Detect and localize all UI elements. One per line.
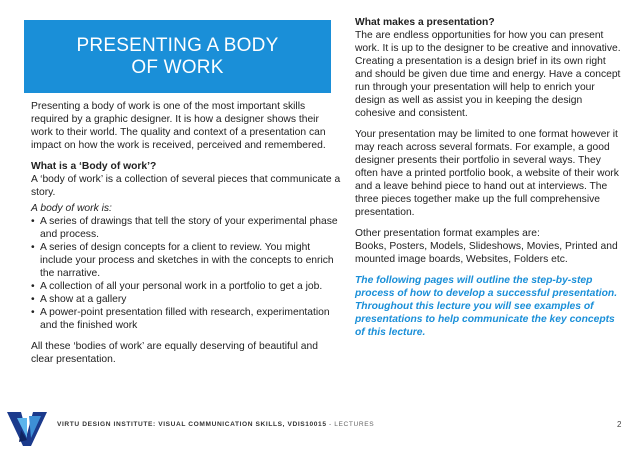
definition-paragraph: A ‘body of work’ is a collection of several pieces that communicate a story. — [31, 174, 341, 198]
list-item: • A show at a gallery — [31, 294, 127, 305]
examples-intro: A body of work is: — [31, 203, 112, 214]
presentation-paragraph-2: Your presentation may be limited to one format however it may reach across several formats. For example, a good designer presents their portfolio in several ways. They often have a printed portfolio book, a website of their work and a leave behind piece to hand out at interviews. The three pieces together make up the full comprehensive presentation. — [355, 129, 619, 218]
highlight-paragraph: The following pages will outline the step-by-step process of how to develop a successful presentation. Throughout this lecture you will see examples of presentations to help communicate the key concepts of this lecture. — [355, 275, 618, 338]
title-banner — [24, 20, 331, 93]
presentation-paragraph-1: The are endless opportunities for how you can present work. It is up to the designer to be creative and innovative. Creating a presentation is a design brief in its own right and should be given due time and energy. Have a concept run through your presentation will help to enrich your design as well as assist you in keeping the design cohesive and consistent. — [355, 30, 621, 119]
page-title-line-1: PRESENTING A BODY — [76, 34, 279, 56]
footer-institute: VIRTU DESIGN INSTITUTE: VISUAL COMMUNICATION SKILLS, VDIS10015 — [57, 421, 327, 428]
list-item: • A power-point presentation filled with research, experimentation and the finished work — [31, 307, 330, 331]
list-item: • A collection of all your personal work in a portfolio to get a job. — [31, 281, 323, 292]
list-item: • A series of drawings that tell the story of your experimental phase and process. — [31, 216, 338, 240]
footer-section: - LECTURES — [326, 421, 375, 428]
page-title-line-2: OF WORK — [131, 56, 224, 78]
virtu-logo-icon — [5, 408, 49, 448]
body-of-work-heading: What is a ‘Body of work’? — [31, 161, 157, 172]
formats-intro: Other presentation format examples are: — [355, 228, 540, 239]
intro-paragraph: Presenting a body of work is one of the most important skills required by a graphic designer. It is how a designer shows their work to their world. The quality and context of a presentation can impact on how the work is received, perceived and remembered. — [31, 101, 326, 151]
footer-caption — [57, 421, 374, 428]
closing-paragraph: All these ‘bodies of work’ are equally deserving of beautiful and clear presentation. — [31, 341, 318, 365]
formats-list: Books, Posters, Models, Slideshows, Movies, Printed and mounted image boards, Websites, Folders etc. — [355, 241, 618, 265]
page-number: 2 — [617, 420, 622, 429]
list-item: • A series of design concepts for a client to review. You might include your process and sketches in with the concepts to enrich the narrative. — [31, 242, 334, 279]
right-column — [355, 16, 623, 339]
left-column — [31, 100, 341, 366]
presentation-heading: What makes a presentation? — [355, 17, 495, 28]
examples-list — [31, 215, 341, 332]
